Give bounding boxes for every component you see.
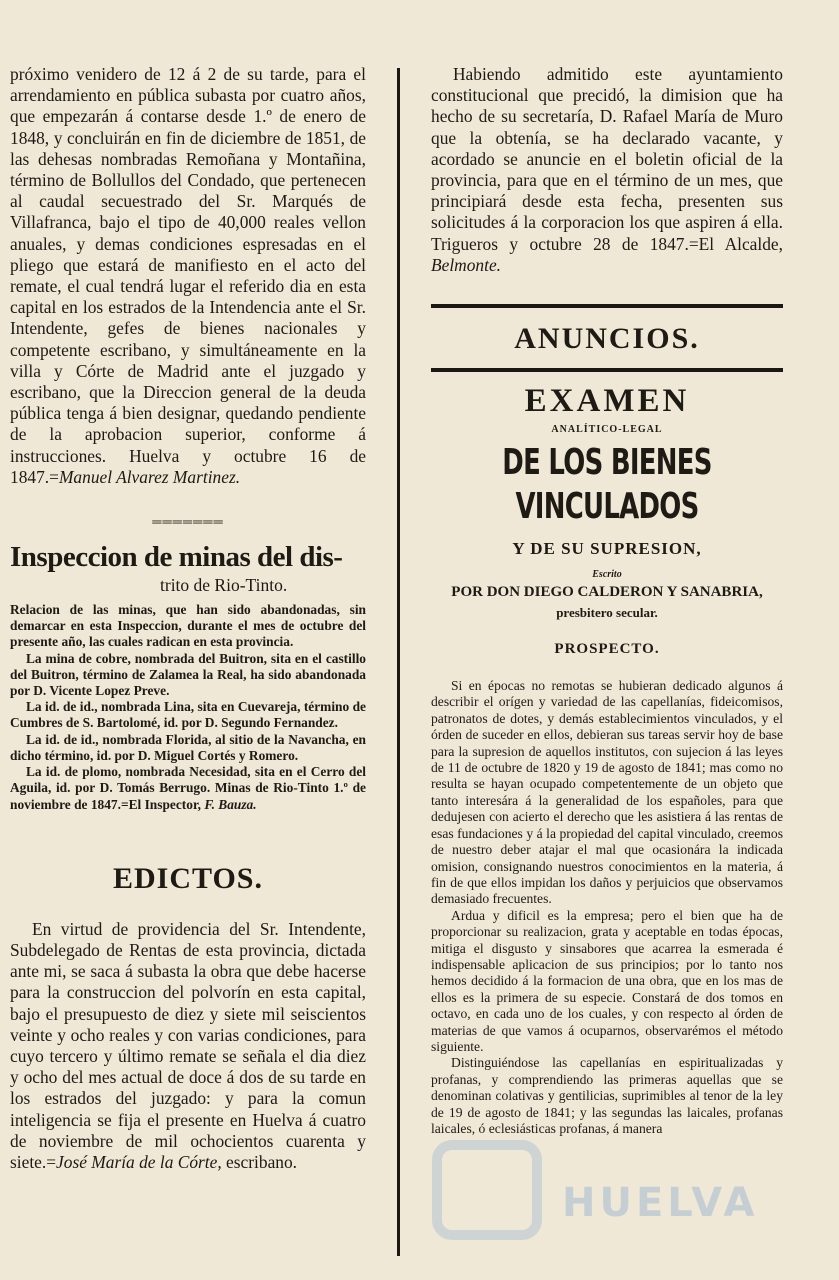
watermark-text: HUELVA xyxy=(562,1180,759,1226)
left-column xyxy=(10,64,366,1173)
escrito-label: Escrito xyxy=(592,569,622,581)
arrendamiento-text: próximo venidero de 12 á 2 de su tarde, para el arrendamiento en pública subasta por cuatro años, que empezarán á contarse desde 1.º de enero de 1848, y concluirán en fin de diciembre de 1851, de las dehesas nombradas Remoñana y Montañina, término de Bollullos del Condado, que pertenecen al caudal secuestrado del Sr. Marqués de Villafranca, bajo el tipo de 40,000 reales vellon anuales, y demas condiciones espresadas en el pliego que estará de manifiesto en el acto del remate, el cual tendrá lugar el referido dia en esta capital en los estrados de la Intendencia ante el Sr. Intendente, gefes de bienes nacionales y competente escribano, y simultáneamente en la villa y Córte de Madrid ante el juzgado y escribano, que la Direccion general de la deuda pública tenga á bien designar, quedando pendiente de la aprobacion superior, conforme á instrucciones. Huelva y octubre 16 de 1847.= xyxy=(10,64,366,487)
inspector-signature: F. Bauza. xyxy=(204,796,257,812)
column-divider xyxy=(397,68,400,1256)
analitico-legal-label: ANALÍTICO-LEGAL xyxy=(551,424,663,436)
author-line: POR DON DIEGO CALDERON Y SANABRIA, xyxy=(451,584,763,601)
examen-heading: EXAMEN xyxy=(524,383,690,420)
arrendamiento-signature: Manuel Alvarez Martinez. xyxy=(58,466,241,487)
mina-necesidad-text: La id. de plomo, nombrada Necesidad, sita en el Cerro del Aguila, id. por D. Tomás Berrugo. Minas de Rio-Tinto 1.º de noviembre de 1847.=El Inspector, xyxy=(10,764,366,812)
anuncios-rule-top xyxy=(431,304,783,308)
mina-buitron: La mina de cobre, nombrada del Buitron, sita en el castillo del Buitron, término de Zalamea la Real, ha sido abandonada por D. Vicente Lopez Preve. xyxy=(10,650,366,699)
mina-necesidad xyxy=(10,764,366,813)
edicto-text: En virtud de providencia del Sr. Intendente, Subdelegado de Rentas de esta provincia, dictada ante mi, se saca á subasta la obra que debe hacerse para la construccion del polvorín en esta capital, bajo el presupuesto de diez y siete mil seiscientos veinte y ocho reales y con varias condiciones, para cuyo tercero y último remate se señala el dia diez y ocho del mes actual de doce á dos de su tarde en los estrados del juzgado: y para la comun inteligencia se fija el presente en Huelva á cuatro de noviembre de mil ochocientos cuarenta y siete.= xyxy=(10,918,366,1172)
inspeccion-intro: Relacion de las minas, que han sido abandonadas, sin demarcar en esta Inspeccion, durante el mes de octubre del presente año, las cuales radican en esta provincia. xyxy=(10,602,366,650)
edictos-heading: EDICTOS. xyxy=(112,861,263,895)
alcalde-signature: Belmonte. xyxy=(431,254,502,275)
right-column xyxy=(431,64,783,1137)
presbitero-line: presbitero secular. xyxy=(556,605,658,621)
arrendamiento-notice xyxy=(10,64,366,488)
edicto-signature: José María de la Córte, xyxy=(56,1151,222,1172)
prospecto-heading: PROSPECTO. xyxy=(554,641,660,658)
archive-watermark xyxy=(432,1130,772,1250)
edicto-polvorin xyxy=(10,919,366,1173)
prospecto-paragraph-3: Distinguiéndose las capellanías en espiritualizadas y profanas, y comprendiendo las primeras aquellas que se denominan colativas y gentilicias, suprimibles al tenor de la ley de 19 de agosto de 1841; y las segundas las laicales, profanas laicales, ó eclesiásticas profanas, á manera xyxy=(431,1055,783,1136)
prospecto-paragraph-1: Si en épocas no remotas se hubieran dedicado algunos á describir el orígen y variedad de las capellanías, fideicomisos, patronatos de dotes, y demás establecimientos vinculados, y el órden de suceder en ellos, debieran sus tareas servir hoy de base para la supresion de aquellos institutos, con sujecion á las leyes de 11 de octubre de 1820 y 19 de agosto de 1841; mas como no resulta se hayan ocupado competentemente de un objeto que tanto interesára á la generalidad de los españoles, para que dedujesen con acierto el derecho que les asistiera á las rentas de esas fundaciones y á la propiedad del capital vinculado, creemos de nuestro deber atajar el mal que ocasionára la indicada omision, consignando nuestros conocimientos en la materia, á fin de que ellos impidan los daños y perjuicios que observamos demasiado frecuentes. xyxy=(431,678,783,907)
prospecto-paragraph-2: Ardua y dificil es la empresa; pero el bien que ha de proporcionar su realizacion, grata y aceptable en todas épocas, mitiga el disgusto y sinsabores que acarrea la esmerada é indispensable aplicacion de sus principios; por lo tanto nos hemos decidido á la formacion de una obra, que en los mas de ellos es la primera de su especie. Constará de dos tomos en octavo, en cada uno de los cuales, y con respecto al órden de materias de que vamos á ocuparnos, observarémos el método siguiente. xyxy=(431,907,783,1054)
supresion-subheading: Y DE SU SUPRESION, xyxy=(512,539,702,559)
anuncios-heading: ANUNCIOS. xyxy=(514,322,700,356)
mina-florida: La id. de id., nombrada Florida, al sitio de la Navancha, en dicho término, id. por D. Miguel Cortés y Romero. xyxy=(10,731,366,763)
secretaria-notice xyxy=(431,64,783,276)
mina-lina: La id. de id., nombrada Lina, sita en Cuevareja, término de Cumbres de S. Bartolomé, id. por D. Segundo Fernandez. xyxy=(10,699,366,731)
bienes-vinculados-heading: DE LOS BIENES VINCULADOS xyxy=(502,442,712,528)
inspeccion-heading: Inspeccion de minas del dis- xyxy=(10,541,343,574)
anuncios-rule-bottom xyxy=(431,368,783,372)
edicto-tail: escribano. xyxy=(221,1151,298,1172)
inspeccion-heading-cont: trito de Rio-Tinto. xyxy=(160,575,288,596)
watermark-logo-icon xyxy=(432,1140,542,1240)
section-divider: ═══════ xyxy=(152,514,224,530)
secretaria-text: Habiendo admitido este ayuntamiento constitucional que precidó, la dimision que ha hecho de su secretaría, D. Rafael María de Muro que la obtenía, se ha declarado vacante, y acordado se anuncie en el boletin oficial de la provincia, para que en el término de un mes, que principiará desde esta fecha, presenten sus solicitudes á la corporacion los que aspiren á ella. Trigueros y octubre 28 de 1847.=El Alcalde, xyxy=(431,64,783,254)
